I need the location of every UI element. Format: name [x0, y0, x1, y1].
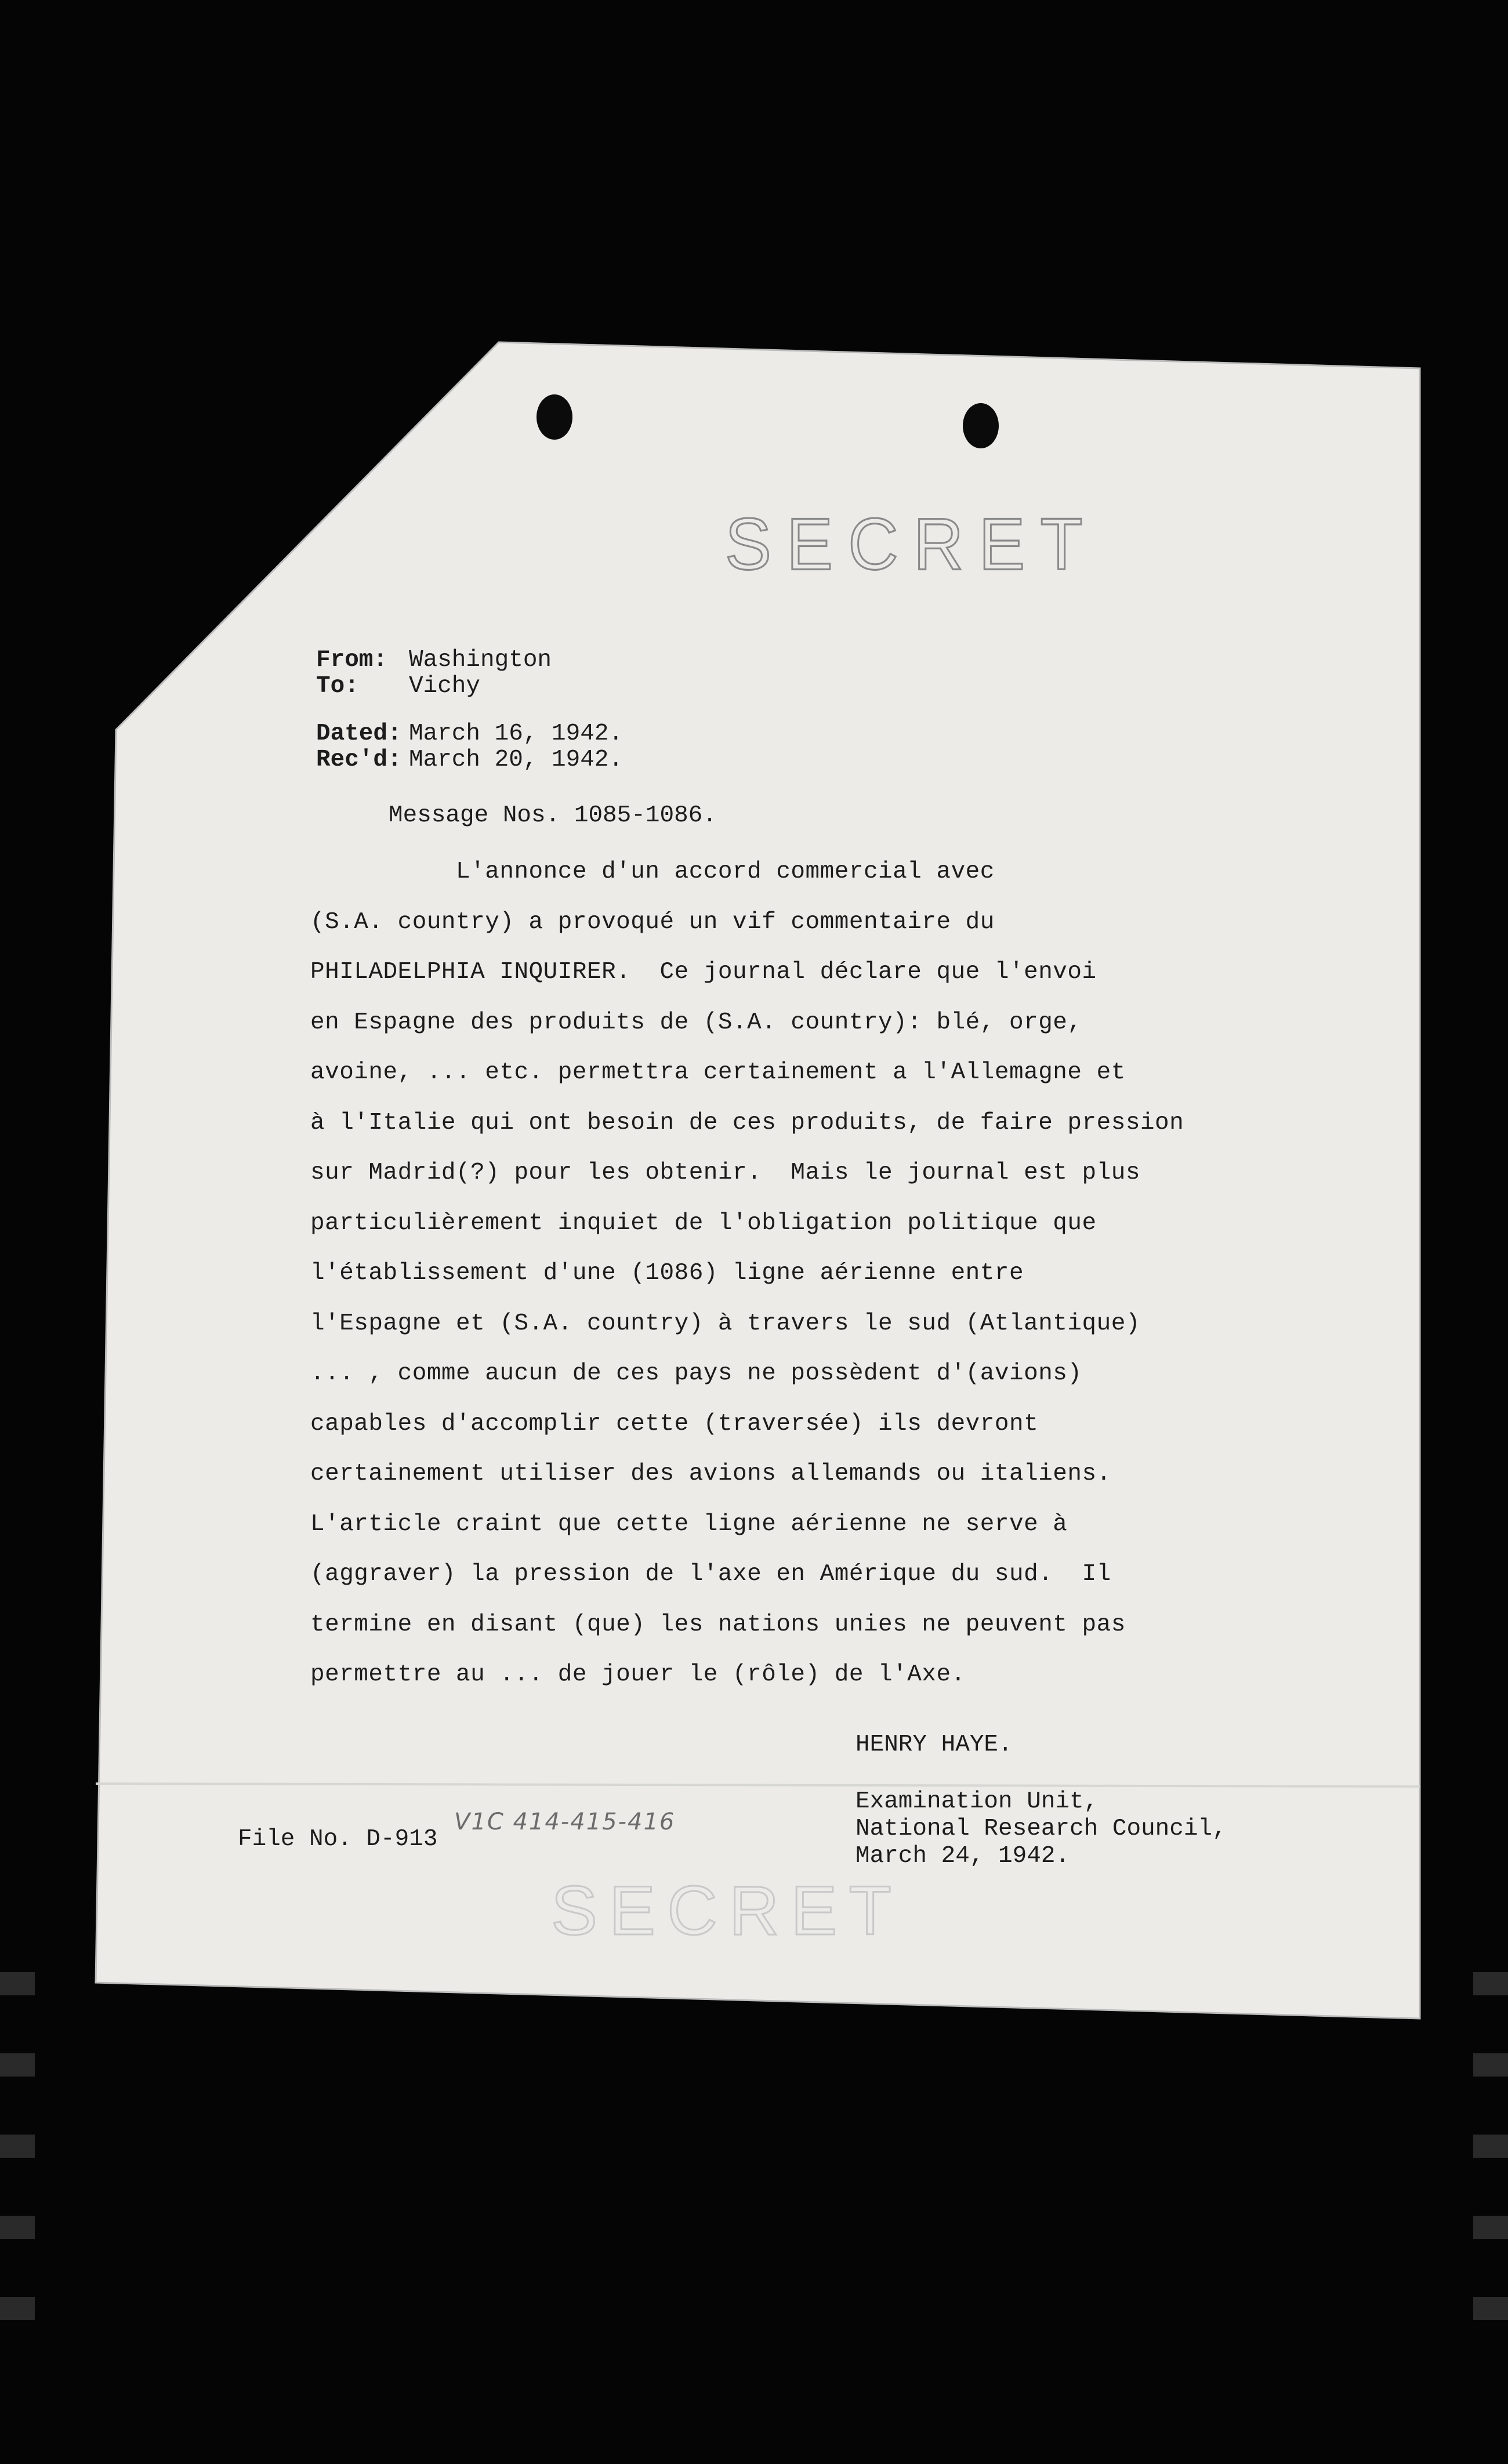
body-line: L'article craint que cette ligne aérienne ne serve à [310, 1510, 1068, 1538]
secret-stamp-top: SECRET [725, 503, 1098, 586]
body-line: l'Espagne et (S.A. country) à travers le sud (Atlantique) [310, 1310, 1140, 1337]
body-line: L'annonce d'un accord commercial avec [310, 858, 995, 885]
body-line: sur Madrid(?) pour les obtenir. Mais le journal est plus [310, 1159, 1140, 1186]
body-line: certainement utiliser des avions allemands ou italiens. [310, 1461, 1111, 1487]
body-line: à l'Italie qui ont besoin de ces produits, de faire pression [310, 1109, 1184, 1136]
handwritten-reference: V1C 414-415-416 [454, 1809, 676, 1835]
message-body [310, 847, 1308, 1700]
signature: HENRY HAYE. [855, 1731, 1013, 1758]
body-line: PHILADELPHIA INQUIRER. Ce journal déclare que l'envoi [310, 959, 1097, 985]
from-value: Washington [409, 647, 552, 673]
from-label: From: [316, 647, 388, 673]
body-line: (S.A. country) a provoqué un vif commentaire du [310, 908, 995, 936]
file-number: File No. D-913 [238, 1826, 438, 1853]
body-line: ... , comme aucun de ces pays ne possèdent d'(avions) [310, 1360, 1082, 1387]
body-line: (aggraver) la pression de l'axe en Amérique du sud. Il [310, 1561, 1111, 1588]
body-line: avoine, ... etc. permettra certainement a l'Allemagne et [310, 1059, 1126, 1086]
message-numbers: Message Nos. 1085-1086. [389, 802, 717, 829]
examination-unit-block [855, 1788, 1227, 1870]
body-line: capables d'accomplir cette (traversée) ils devront [310, 1410, 1039, 1437]
body-line: en Espagne des produits de (S.A. country): blé, orge, [310, 1009, 1082, 1036]
received-label: Rec'd: [316, 747, 402, 773]
received-value: March 20, 1942. [409, 747, 624, 773]
dated-value: March 16, 1942. [409, 720, 624, 747]
punch-hole-left [536, 394, 572, 440]
punch-hole-right [963, 403, 999, 448]
secret-stamp-bottom: SECRET [551, 1872, 903, 1950]
body-line: l'établissement d'une (1086) ligne aérienne entre [310, 1260, 1024, 1287]
body-line: particulièrement inquiet de l'obligation politique que [310, 1209, 1097, 1237]
body-line: termine en disant (que) les nations unies ne peuvent pas [310, 1611, 1126, 1638]
examination-date: March 24, 1942. [855, 1843, 1070, 1869]
dated-label: Dated: [316, 720, 402, 747]
national-research-council: National Research Council, [855, 1816, 1227, 1842]
to-label: To: [316, 673, 359, 700]
examination-unit: Examination Unit, [855, 1788, 1099, 1815]
body-line: permettre au ... de jouer le (rôle) de l'Axe. [310, 1661, 966, 1688]
to-value: Vichy [409, 673, 481, 700]
